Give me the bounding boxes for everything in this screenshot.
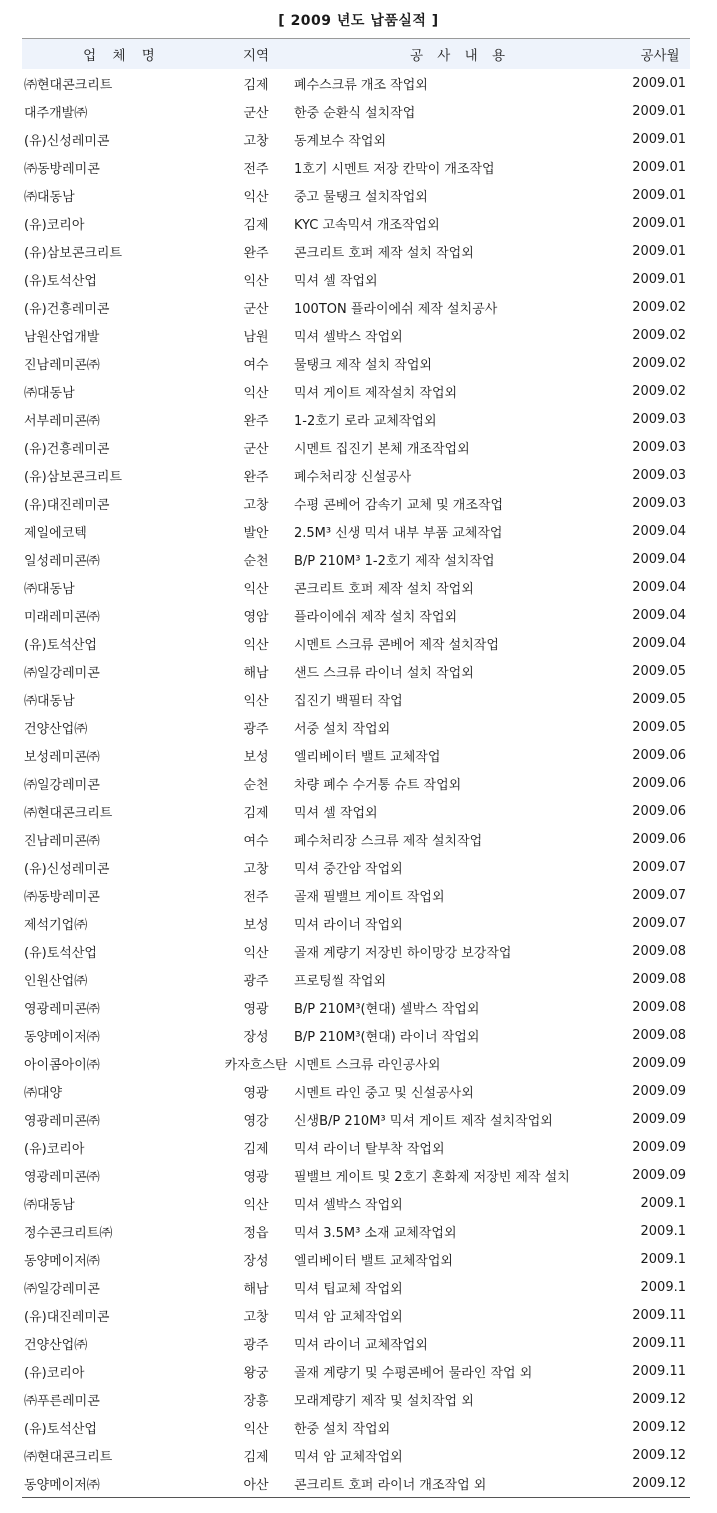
region-cell: 고창 xyxy=(243,497,269,513)
region-cell: 광주 xyxy=(243,973,269,989)
table-row xyxy=(22,1301,690,1329)
work-content-cell: 골재 필밸브 게이트 작업외 xyxy=(294,889,445,905)
company-cell: 보성레미콘㈜ xyxy=(24,749,100,765)
table-row xyxy=(22,1021,690,1049)
table-row xyxy=(22,993,690,1021)
work-month-cell: 2009.08 xyxy=(632,971,686,987)
work-content-cell: 필밸브 게이트 및 2호기 혼화제 저장빈 제작 설치 xyxy=(294,1169,570,1185)
region-cell: 정읍 xyxy=(243,1225,269,1241)
table-row xyxy=(22,657,690,685)
delivery-record-table xyxy=(22,38,690,1498)
work-content-cell: 믹셔 라이너 교체작업외 xyxy=(294,1337,428,1353)
company-cell: 인원산업㈜ xyxy=(24,973,88,989)
work-month-cell: 2009.01 xyxy=(632,75,686,91)
region-cell: 군산 xyxy=(243,441,269,457)
work-content-cell: 차량 폐수 수거통 슈트 작업외 xyxy=(294,777,462,793)
company-cell: 동양메이저㈜ xyxy=(24,1253,100,1269)
work-content-cell: 폐수스크류 개조 작업외 xyxy=(294,77,428,93)
region-cell: 아산 xyxy=(243,1477,269,1493)
table-row xyxy=(22,573,690,601)
work-content-cell: B/P 210M³ 1-2호기 제작 설치작업 xyxy=(294,553,495,569)
company-cell: ㈜대동남 xyxy=(24,189,75,205)
work-content-cell: 엘리베이터 밸트 교체작업외 xyxy=(294,1253,453,1269)
work-month-cell: 2009.12 xyxy=(632,1419,686,1435)
region-cell: 영강 xyxy=(243,1113,269,1129)
region-cell: 왕궁 xyxy=(243,1365,269,1381)
region-cell: 익산 xyxy=(243,693,269,709)
table-row xyxy=(22,181,690,209)
work-content-cell: KYC 고속믹셔 개조작업외 xyxy=(294,217,440,233)
region-cell: 영암 xyxy=(243,609,269,625)
company-cell: (유)신성레미콘 xyxy=(24,133,110,149)
region-cell: 순천 xyxy=(243,553,269,569)
work-content-cell: 신생B/P 210M³ 믹셔 게이트 제작 설치작업외 xyxy=(294,1113,553,1129)
table-row xyxy=(22,1049,690,1077)
company-cell: (유)토석산업 xyxy=(24,945,97,961)
region-cell: 익산 xyxy=(243,189,269,205)
region-cell: 영광 xyxy=(243,1085,269,1101)
company-cell: ㈜일강레미콘 xyxy=(24,665,100,681)
work-content-cell: 시멘트 스크류 라인공사외 xyxy=(294,1057,441,1073)
table-row xyxy=(22,377,690,405)
region-cell: 순천 xyxy=(243,777,269,793)
work-month-cell: 2009.12 xyxy=(632,1447,686,1463)
region-cell: 김제 xyxy=(243,805,269,821)
region-cell: 완주 xyxy=(243,413,269,429)
work-content-cell: 엘리베이터 밸트 교체작업 xyxy=(294,749,441,765)
table-row xyxy=(22,937,690,965)
work-month-cell: 2009.08 xyxy=(632,943,686,959)
work-content-cell: 한중 순환식 설치작업 xyxy=(294,105,416,121)
work-month-cell: 2009.09 xyxy=(632,1111,686,1127)
company-cell: ㈜대동남 xyxy=(24,581,75,597)
work-content-cell: 믹셔 암 교체작업외 xyxy=(294,1309,403,1325)
work-month-cell: 2009.08 xyxy=(632,1027,686,1043)
work-content-cell: 믹셔 셀박스 작업외 xyxy=(294,1197,403,1213)
work-month-cell: 2009.07 xyxy=(632,915,686,931)
region-cell: 남원 xyxy=(243,329,269,345)
company-cell: 미래레미콘㈜ xyxy=(24,609,100,625)
work-content-cell: 믹셔 셀박스 작업외 xyxy=(294,329,403,345)
region-cell: 완주 xyxy=(243,245,269,261)
table-row xyxy=(22,769,690,797)
region-cell: 광주 xyxy=(243,721,269,737)
region-cell: 영광 xyxy=(243,1169,269,1185)
table-row xyxy=(22,1469,690,1498)
work-month-cell: 2009.01 xyxy=(632,131,686,147)
region-cell: 영광 xyxy=(243,1001,269,1017)
region-cell: 익산 xyxy=(243,637,269,653)
table-row xyxy=(22,1273,690,1301)
company-cell: 영광레미콘㈜ xyxy=(24,1113,100,1129)
work-content-cell: 중고 물탱크 설치작업외 xyxy=(294,189,428,205)
work-month-cell: 2009.04 xyxy=(632,579,686,595)
work-month-cell: 2009.02 xyxy=(632,355,686,371)
company-cell: (유)토석산업 xyxy=(24,1421,97,1437)
table-row xyxy=(22,1161,690,1189)
table-row xyxy=(22,601,690,629)
work-content-cell: 콘크리트 호퍼 라이너 개조작업 외 xyxy=(294,1477,487,1493)
work-month-cell: 2009.02 xyxy=(632,327,686,343)
table-row xyxy=(22,1133,690,1161)
work-month-cell: 2009.12 xyxy=(632,1391,686,1407)
company-cell: 동양메이저㈜ xyxy=(24,1029,100,1045)
company-cell: 아이콤아이㈜ xyxy=(24,1057,100,1073)
table-row xyxy=(22,1077,690,1105)
work-month-cell: 2009.09 xyxy=(632,1139,686,1155)
company-cell: (유)건흥레미콘 xyxy=(24,441,110,457)
work-month-cell: 2009.04 xyxy=(632,607,686,623)
table-row xyxy=(22,1189,690,1217)
table-row xyxy=(22,1217,690,1245)
company-cell: ㈜일강레미콘 xyxy=(24,1281,100,1297)
company-cell: (유)코리아 xyxy=(24,1141,85,1157)
header-work-month: 공사월 xyxy=(630,39,690,70)
work-content-cell: 한중 설치 작업외 xyxy=(294,1421,391,1437)
region-cell: 익산 xyxy=(243,581,269,597)
table-row xyxy=(22,1329,690,1357)
work-month-cell: 2009.04 xyxy=(632,523,686,539)
company-cell: (유)삼보콘크리트 xyxy=(24,469,123,485)
work-month-cell: 2009.01 xyxy=(632,271,686,287)
table-row xyxy=(22,741,690,769)
region-cell: 장성 xyxy=(243,1029,269,1045)
company-cell: 영광레미콘㈜ xyxy=(24,1001,100,1017)
work-content-cell: 콘크리트 호퍼 제작 설치 작업외 xyxy=(294,245,474,261)
table-row xyxy=(22,265,690,293)
work-content-cell: 폐수처리장 신설공사 xyxy=(294,469,412,485)
region-cell: 김제 xyxy=(243,217,269,233)
table-row xyxy=(22,545,690,573)
work-content-cell: 믹셔 셀 작업외 xyxy=(294,805,378,821)
work-content-cell: 프로팅씰 작업외 xyxy=(294,973,387,989)
table-row xyxy=(22,1357,690,1385)
work-content-cell: 모래계량기 제작 및 설치작업 외 xyxy=(294,1393,474,1409)
table-row xyxy=(22,125,690,153)
region-cell: 전주 xyxy=(243,161,269,177)
table-row xyxy=(22,97,690,125)
company-cell: 대주개발㈜ xyxy=(24,105,88,121)
table-row xyxy=(22,1105,690,1133)
company-cell: 정수콘크리트㈜ xyxy=(24,1225,113,1241)
work-month-cell: 2009.06 xyxy=(632,831,686,847)
company-cell: ㈜대양 xyxy=(24,1085,63,1101)
region-cell: 익산 xyxy=(243,1197,269,1213)
table-row xyxy=(22,293,690,321)
company-cell: 서부레미콘㈜ xyxy=(24,413,100,429)
table-row xyxy=(22,881,690,909)
region-cell: 고창 xyxy=(243,133,269,149)
company-cell: 진남레미콘㈜ xyxy=(24,833,100,849)
table-row xyxy=(22,489,690,517)
work-content-cell: B/P 210M³(현대) 셀박스 작업외 xyxy=(294,1001,480,1017)
work-month-cell: 2009.01 xyxy=(632,243,686,259)
work-month-cell: 2009.09 xyxy=(632,1083,686,1099)
work-content-cell: 믹셔 게이트 제작설치 작업외 xyxy=(294,385,458,401)
company-cell: ㈜대동남 xyxy=(24,693,75,709)
work-month-cell: 2009.01 xyxy=(632,215,686,231)
company-cell: (유)대진레미콘 xyxy=(24,1309,110,1325)
company-cell: ㈜현대콘크리트 xyxy=(24,805,113,821)
region-cell: 익산 xyxy=(243,273,269,289)
region-cell: 익산 xyxy=(243,945,269,961)
header-region: 지역 xyxy=(222,39,290,70)
region-cell: 광주 xyxy=(243,1337,269,1353)
work-month-cell: 2009.02 xyxy=(632,299,686,315)
work-content-cell: 1-2호기 로라 교체작업외 xyxy=(294,413,437,429)
company-cell: ㈜일강레미콘 xyxy=(24,777,100,793)
table-row xyxy=(22,965,690,993)
company-cell: 건양산업㈜ xyxy=(24,1337,88,1353)
header-work-content: 공 사 내 용 xyxy=(290,39,630,70)
work-month-cell: 2009.06 xyxy=(632,775,686,791)
work-content-cell: 서중 설치 작업외 xyxy=(294,721,391,737)
work-content-cell: 믹셔 암 교체작업외 xyxy=(294,1449,403,1465)
work-content-cell: 믹셔 라이너 작업외 xyxy=(294,917,403,933)
company-cell: 일성레미콘㈜ xyxy=(24,553,100,569)
work-content-cell: 믹셔 중간암 작업외 xyxy=(294,861,403,877)
work-month-cell: 2009.11 xyxy=(632,1363,686,1379)
work-content-cell: 시멘트 스크류 콘베어 제작 설치작업 xyxy=(294,637,499,653)
table-row xyxy=(22,517,690,545)
work-month-cell: 2009.03 xyxy=(632,411,686,427)
work-month-cell: 2009.12 xyxy=(632,1475,686,1491)
work-content-cell: 시멘트 집진기 본체 개조작업외 xyxy=(294,441,470,457)
work-month-cell: 2009.04 xyxy=(632,635,686,651)
table-row xyxy=(22,713,690,741)
work-content-cell: 골재 계량기 저장빈 하이망강 보강작업 xyxy=(294,945,512,961)
region-cell: 보성 xyxy=(243,749,269,765)
region-cell: 익산 xyxy=(243,385,269,401)
work-month-cell: 2009.07 xyxy=(632,859,686,875)
work-month-cell: 2009.08 xyxy=(632,999,686,1015)
table-row xyxy=(22,349,690,377)
work-month-cell: 2009.03 xyxy=(632,495,686,511)
work-content-cell: 집진기 백필터 작업 xyxy=(294,693,403,709)
company-cell: ㈜동방레미콘 xyxy=(24,161,100,177)
table-row xyxy=(22,1245,690,1273)
work-content-cell: 시멘트 라인 중고 및 신설공사외 xyxy=(294,1085,474,1101)
table-row xyxy=(22,825,690,853)
region-cell: 보성 xyxy=(243,917,269,933)
table-row xyxy=(22,153,690,181)
work-month-cell: 2009.05 xyxy=(632,663,686,679)
region-cell: 장성 xyxy=(243,1253,269,1269)
table-row xyxy=(22,797,690,825)
work-month-cell: 2009.05 xyxy=(632,691,686,707)
company-cell: ㈜대동남 xyxy=(24,1197,75,1213)
region-cell: 군산 xyxy=(243,105,269,121)
work-content-cell: 수평 콘베어 감속기 교체 및 개조작업 xyxy=(294,497,504,513)
company-cell: (유)토석산업 xyxy=(24,273,97,289)
work-month-cell: 2009.09 xyxy=(632,1055,686,1071)
work-content-cell: 동계보수 작업외 xyxy=(294,133,387,149)
work-month-cell: 2009.04 xyxy=(632,551,686,567)
company-cell: 영광레미콘㈜ xyxy=(24,1169,100,1185)
company-cell: (유)건흥레미콘 xyxy=(24,301,110,317)
region-cell: 여수 xyxy=(243,357,269,373)
table-row xyxy=(22,629,690,657)
region-cell: 고창 xyxy=(243,1309,269,1325)
company-cell: ㈜현대콘크리트 xyxy=(24,77,113,93)
region-cell: 김제 xyxy=(243,1449,269,1465)
work-content-cell: 샌드 스크류 라이너 설치 작업외 xyxy=(294,665,474,681)
company-cell: ㈜동방레미콘 xyxy=(24,889,100,905)
region-cell: 김제 xyxy=(243,1141,269,1157)
region-cell: 군산 xyxy=(243,301,269,317)
work-month-cell: 2009.1 xyxy=(640,1251,686,1267)
company-cell: ㈜대동남 xyxy=(24,385,75,401)
work-month-cell: 2009.09 xyxy=(632,1167,686,1183)
table-row xyxy=(22,685,690,713)
table-row xyxy=(22,237,690,265)
region-cell: 전주 xyxy=(243,889,269,905)
delivery-record-table-container xyxy=(22,38,690,1498)
region-cell: 완주 xyxy=(243,469,269,485)
company-cell: (유)토석산업 xyxy=(24,637,97,653)
work-content-cell: 플라이에쉬 제작 설치 작업외 xyxy=(294,609,458,625)
table-row xyxy=(22,1413,690,1441)
work-month-cell: 2009.05 xyxy=(632,719,686,735)
work-content-cell: 100TON 플라이에쉬 제작 설치공사 xyxy=(294,301,498,317)
company-cell: 동양메이저㈜ xyxy=(24,1477,100,1493)
table-header-row xyxy=(22,39,690,70)
company-cell: (유)삼보콘크리트 xyxy=(24,245,123,261)
company-cell: ㈜푸른레미콘 xyxy=(24,1393,100,1409)
table-row xyxy=(22,853,690,881)
work-content-cell: 믹셔 팁교체 작업외 xyxy=(294,1281,403,1297)
work-month-cell: 2009.01 xyxy=(632,187,686,203)
region-cell: 여수 xyxy=(243,833,269,849)
company-cell: (유)대진레미콘 xyxy=(24,497,110,513)
work-content-cell: 믹셔 3.5M³ 소재 교체작업외 xyxy=(294,1225,457,1241)
work-month-cell: 2009.1 xyxy=(640,1223,686,1239)
region-cell: 해남 xyxy=(243,1281,269,1297)
work-month-cell: 2009.06 xyxy=(632,747,686,763)
work-content-cell: 물탱크 제작 설치 작업외 xyxy=(294,357,432,373)
company-cell: 남원산업개발 xyxy=(24,329,100,345)
work-content-cell: 1호기 시멘트 저장 칸막이 개조작업 xyxy=(294,161,495,177)
region-cell: 해남 xyxy=(243,665,269,681)
company-cell: (유)코리아 xyxy=(24,1365,85,1381)
company-cell: ㈜현대콘크리트 xyxy=(24,1449,113,1465)
table-row xyxy=(22,405,690,433)
region-cell: 익산 xyxy=(243,1421,269,1437)
region-cell: 김제 xyxy=(243,77,269,93)
work-content-cell: B/P 210M³(현대) 라이너 작업외 xyxy=(294,1029,480,1045)
table-row xyxy=(22,209,690,237)
work-month-cell: 2009.11 xyxy=(632,1335,686,1351)
region-cell: 고창 xyxy=(243,861,269,877)
company-cell: (유)코리아 xyxy=(24,217,85,233)
company-cell: (유)신성레미콘 xyxy=(24,861,110,877)
region-cell: 장흥 xyxy=(243,1393,269,1409)
work-month-cell: 2009.02 xyxy=(632,383,686,399)
company-cell: 건양산업㈜ xyxy=(24,721,88,737)
header-company: 업 체 명 xyxy=(22,39,222,70)
work-content-cell: 2.5M³ 신생 믹셔 내부 부품 교체작업 xyxy=(294,525,503,541)
region-cell: 카자흐스탄 xyxy=(224,1057,288,1073)
table-row xyxy=(22,1385,690,1413)
work-content-cell: 폐수처리장 스크류 제작 설치작업 xyxy=(294,833,483,849)
table-row xyxy=(22,1441,690,1469)
work-month-cell: 2009.03 xyxy=(632,439,686,455)
work-month-cell: 2009.07 xyxy=(632,887,686,903)
page-title: [ 2009 년도 납품실적 ] xyxy=(278,13,439,29)
table-row xyxy=(22,461,690,489)
table-body xyxy=(22,69,690,1498)
work-content-cell: 콘크리트 호퍼 제작 설치 작업외 xyxy=(294,581,474,597)
company-cell: 제일에코텍 xyxy=(24,525,87,541)
work-month-cell: 2009.1 xyxy=(640,1195,686,1211)
table-row xyxy=(22,69,690,97)
work-month-cell: 2009.01 xyxy=(632,159,686,175)
work-month-cell: 2009.01 xyxy=(632,103,686,119)
work-content-cell: 믹셔 셀 작업외 xyxy=(294,273,378,289)
table-row xyxy=(22,433,690,461)
work-content-cell: 골재 계량기 및 수평콘베어 물라인 작업 외 xyxy=(294,1365,533,1381)
table-row xyxy=(22,321,690,349)
table-row xyxy=(22,909,690,937)
region-cell: 발안 xyxy=(243,525,269,541)
work-month-cell: 2009.11 xyxy=(632,1307,686,1323)
work-month-cell: 2009.1 xyxy=(640,1279,686,1295)
work-content-cell: 믹셔 라이너 탈부착 작업외 xyxy=(294,1141,445,1157)
work-month-cell: 2009.03 xyxy=(632,467,686,483)
company-cell: 진남레미콘㈜ xyxy=(24,357,100,373)
company-cell: 제석기업㈜ xyxy=(24,917,88,933)
work-month-cell: 2009.06 xyxy=(632,803,686,819)
